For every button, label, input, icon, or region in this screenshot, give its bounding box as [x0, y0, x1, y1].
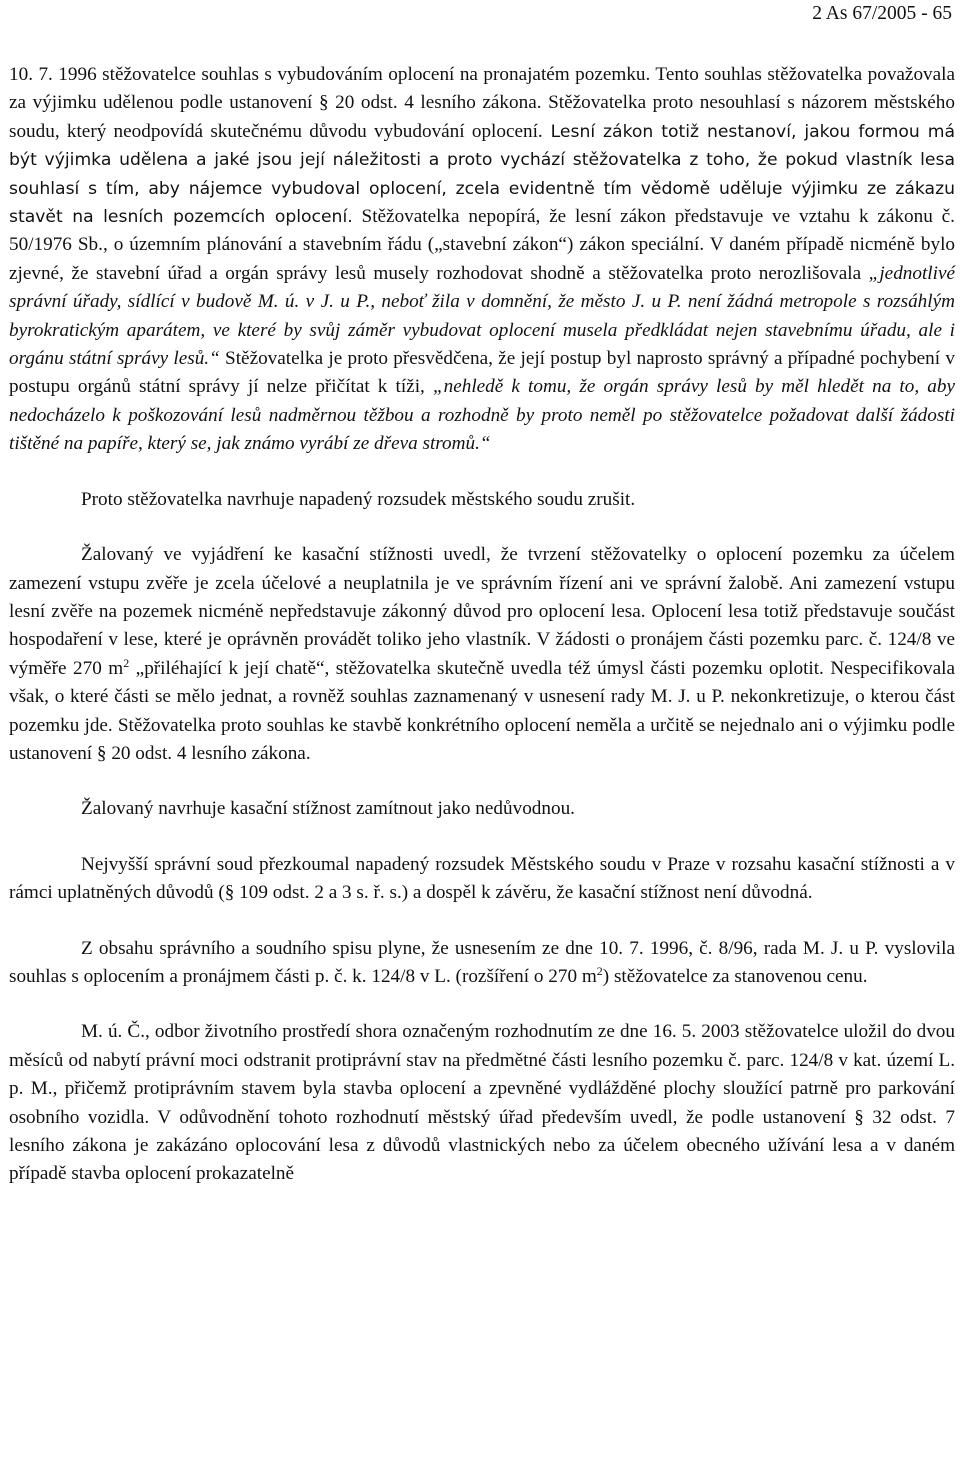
- document-body: [9, 61, 955, 1189]
- quoted-text: „nehledě k tomu, že orgán správy lesů by měl hledět na to, aby nedocházelo k poškozování lesů nadměrnou těžbou a rozhodně by proto neměl po stěžovatelce požadovat další žádosti tištěné na papíře, který se, jak známo vyrábí ze dřeva stromů.“: [9, 376, 955, 455]
- paragraph-text: Lesní zákon totiž nestanoví, jakou formou má být výjimka udělena a jaké jsou její náležitosti a proto vychází stěžovatelka z toho, že pokud vlastník lesa souhlasí s tím, aby nájemce vybudoval oplocení, zcela evidentně tím vědomě uděluje výjimku ze zákazu stavět na lesních pozemcích oplocení.: [9, 121, 955, 228]
- paragraph-respondent-statement: [9, 541, 955, 768]
- paragraph-text: 10. 7. 1996 stěžovatelce souhlas s vybudováním oplocení na pronajatém pozemku. Tento souhlas stěžovatelka považovala za výjimku udělenou podle ustanovení § 20 odst. 4 lesního zákona. Stěžovatelka proto nesouhlasí s názorem městského soudu, který neodpovídá skutečnému důvodu vybudování oplocení.: [9, 64, 955, 142]
- paragraph-text: ) stěžovatelce za stanovenou cenu.: [602, 965, 868, 987]
- page-header: 2 As 67/2005 - 65: [812, 3, 952, 24]
- paragraph-text: Stěžovatelka nepopírá, že lesní zákon představuje ve vztahu k zákonu č. 50/1976 Sb., o územním plánování a stavebním řádu („stavební zákon“) zákon speciální. V daném případě nicméně bylo zjevné, že stavební úřad a orgán správy lesů musely rozhodovat shodně a stěžovatelka proto nerozlišovala: [9, 206, 955, 284]
- paragraph-file-content: [9, 935, 955, 992]
- paragraph-complaint-continuation: [9, 61, 955, 459]
- superscript: 2: [123, 655, 130, 670]
- paragraph-text: Stěžovatelka je proto přesvědčena, že její postup byl naprosto správný a případné pochybení v postupu orgánů státní správy jí nelze přičítat k tíži,: [9, 348, 955, 398]
- paragraph-respondent-proposal: Žalovaný navrhuje kasační stížnost zamítnout jako nedůvodnou.: [81, 798, 575, 820]
- paragraph-authority-decision: M. ú. Č., odbor životního prostředí shora označeným rozhodnutím ze dne 16. 5. 2003 stěžovatelce uložil do dvou měsíců od nabytí právní moci odstranit protiprávní stav na předmětné části lesního pozemku č. parc. 124/8 v kat. území L. p. M., přičemž protiprávním stavem byla stavba oplocení a zpevněné vydlážděné plochy sloužící patrně pro parkování osobního vozidla. V odůvodnění tohoto rozhodnutí městský úřad především uvedl, že podle ustanovení § 32 odst. 7 lesního zákona je zakázáno oplocování lesa z důvodů vlastnických nebo za účelem obecného užívání lesa a v daném případě stavba oplocení prokazatelně: [9, 1021, 955, 1185]
- paragraph-court-review: Nejvyšší správní soud přezkoumal napadený rozsudek Městského soudu v Praze v rozsahu kasační stížnosti a v rámci uplatněných důvodů (§ 109 odst. 2 a 3 s. ř. s.) a dospěl k závěru, že kasační stížnost není důvodná.: [9, 853, 955, 904]
- paragraph-text: Z obsahu správního a soudního spisu plyne, že usnesením ze dne 10. 7. 1996, č. 8/96, rada M. J. u P. vyslovila souhlas s oplocením a pronájmem části p. č. k. 124/8 v L. (rozšíření o 270 m: [9, 937, 955, 987]
- paragraph-text: „přiléhající k její chatě“, stěžovatelka skutečně uvedla též úmysl části pozemku oplotit. Nespecifikovala však, o které části se mělo jednat, a rovněž souhlas zaznamenaný v usnesení rady M. J. u P. nekonkretizuje, o kterou část pozemku jde. Stěžovatelka proto souhlas ke stavbě konkrétního oplocení neměla a určitě se nejednalo ani o výjimku podle ustanovení § 20 odst. 4 lesního zákona.: [9, 657, 955, 764]
- paragraph-proposal: Proto stěžovatelka navrhuje napadený rozsudek městského soudu zrušit.: [81, 488, 636, 510]
- quoted-text: „jednotlivé správní úřady, sídlící v budově M. ú. v J. u P., neboť žila v domnění, že město J. u P. není žádná metropole s rozsáhlým byrokratickým aparátem, ve které by svůj záměr vybudovat oplocení musela předkládat nejen stavebnímu úřadu, ale i orgánu státní správy lesů.“: [9, 262, 955, 370]
- superscript: 2: [596, 963, 603, 978]
- paragraph-text: Žalovaný ve vyjádření ke kasační stížnosti uvedl, že tvrzení stěžovatelky o oplocení pozemku za účelem zamezení vstupu zvěře je zcela účelové a neuplatnila je ve správním řízení ani ve správní žalobě. Ani zamezení vstupu lesní zvěře na pozemek nicméně nepředstavuje zákonný důvod pro oplocení lesa. Oplocení lesa totiž představuje součást hospodaření v lese, které je oprávněn provádět toliko jeho vlastník. V žádosti o pronájem části pozemku parc. č. 124/8 ve výměře 270 m: [9, 544, 955, 679]
